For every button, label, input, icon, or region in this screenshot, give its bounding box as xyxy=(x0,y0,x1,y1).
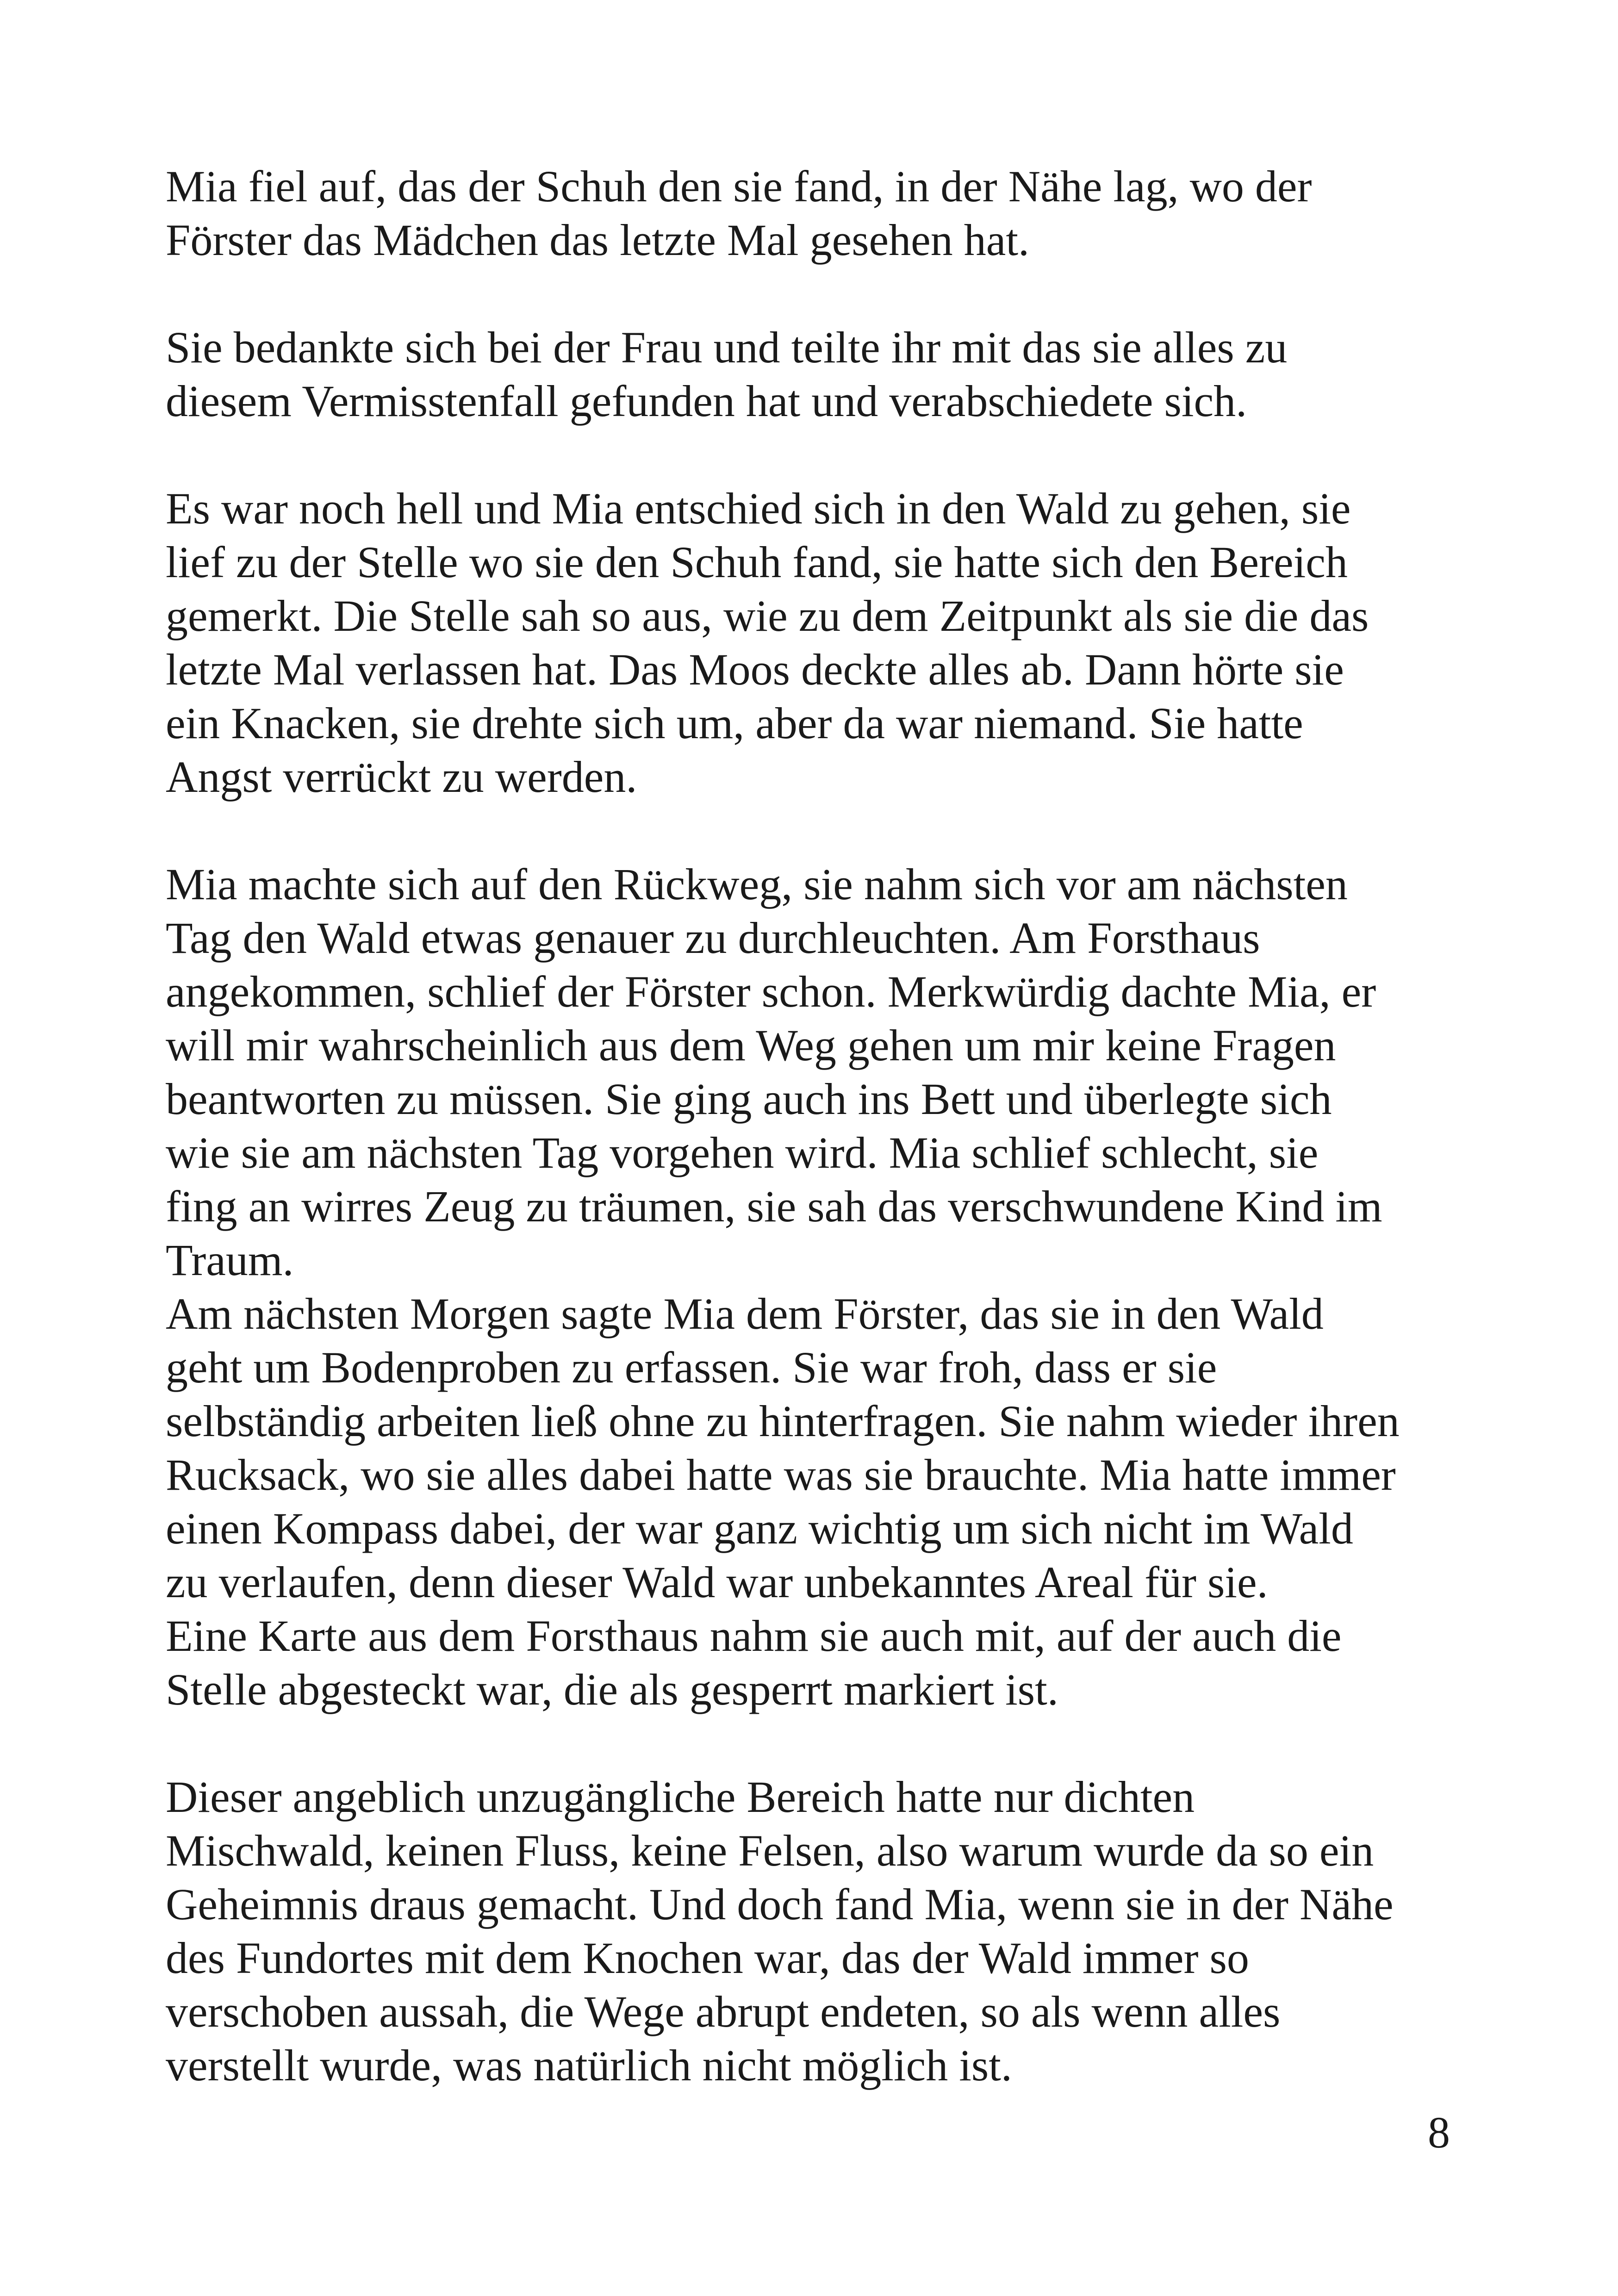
body-text xyxy=(166,160,1508,2092)
text-line: Mischwald, keinen Fluss, keine Felsen, also warum wurde da so ein xyxy=(166,1826,1374,1875)
text-line: ein Knacken, sie drehte sich um, aber da war niemand. Sie hatte xyxy=(166,698,1303,748)
paragraph-gap xyxy=(166,1717,1508,1770)
text-line: Traum. xyxy=(166,1235,294,1285)
text-line: Eine Karte aus dem Forsthaus nahm sie auch mit, auf der auch die xyxy=(166,1611,1342,1661)
text-line: zu verlaufen, denn dieser Wald war unbekanntes Areal für sie. xyxy=(166,1557,1268,1607)
text-line: angekommen, schlief der Förster schon. Merkwürdig dachte Mia, er xyxy=(166,967,1376,1016)
text-line: Mia machte sich auf den Rückweg, sie nahm sich vor am nächsten xyxy=(166,859,1348,909)
text-line: geht um Bodenproben zu erfassen. Sie war froh, dass er sie xyxy=(166,1343,1217,1392)
text-line: selbständig arbeiten ließ ohne zu hinterfragen. Sie nahm wieder ihren xyxy=(166,1396,1400,1446)
text-line: Tag den Wald etwas genauer zu durchleuchten. Am Forsthaus xyxy=(166,913,1260,963)
text-line: des Fundortes mit dem Knochen war, das der Wald immer so xyxy=(166,1933,1249,1983)
text-line: Mia fiel auf, das der Schuh den sie fand, in der Nähe lag, wo der xyxy=(166,162,1312,211)
page-number: 8 xyxy=(1428,2108,1450,2157)
text-line: verstellt wurde, was natürlich nicht möglich ist. xyxy=(166,2041,1012,2090)
text-line: beantworten zu müssen. Sie ging auch ins Bett und überlegte sich xyxy=(166,1074,1332,1124)
text-line: verschoben aussah, die Wege abrupt endeten, so als wenn alles xyxy=(166,1987,1281,2036)
paragraph-3 xyxy=(166,482,1508,804)
text-line: wie sie am nächsten Tag vorgehen wird. Mia schlief schlecht, sie xyxy=(166,1128,1319,1177)
text-line: fing an wirres Zeug zu träumen, sie sah das verschwundene Kind im xyxy=(166,1182,1382,1231)
text-line: gemerkt. Die Stelle sah so aus, wie zu dem Zeitpunkt als sie die das xyxy=(166,591,1369,641)
paragraph-2 xyxy=(166,321,1508,428)
paragraph-gap xyxy=(166,804,1508,858)
paragraph-gap xyxy=(166,428,1508,482)
text-line: Förster das Mädchen das letzte Mal gesehen hat. xyxy=(166,215,1030,265)
text-line: diesem Vermisstenfall gefunden hat und verabschiedete sich. xyxy=(166,376,1247,426)
text-line: will mir wahrscheinlich aus dem Weg gehen um mir keine Fragen xyxy=(166,1020,1336,1070)
text-line: Stelle abgesteckt war, die als gesperrt markiert ist. xyxy=(166,1665,1058,1714)
paragraph-1 xyxy=(166,160,1508,267)
text-line: Geheimnis draus gemacht. Und doch fand Mia, wenn sie in der Nähe xyxy=(166,1879,1394,1929)
text-line: letzte Mal verlassen hat. Das Moos deckte alles ab. Dann hörte sie xyxy=(166,645,1344,694)
text-line: Am nächsten Morgen sagte Mia dem Förster, das sie in den Wald xyxy=(166,1289,1324,1338)
paragraph-4 xyxy=(166,858,1508,1717)
text-line: lief zu der Stelle wo sie den Schuh fand, sie hatte sich den Bereich xyxy=(166,537,1348,587)
text-line: einen Kompass dabei, der war ganz wichtig um sich nicht im Wald xyxy=(166,1504,1353,1553)
text-line: Rucksack, wo sie alles dabei hatte was sie brauchte. Mia hatte immer xyxy=(166,1450,1396,1500)
paragraph-5 xyxy=(166,1770,1508,2092)
text-line: Es war noch hell und Mia entschied sich in den Wald zu gehen, sie xyxy=(166,484,1351,533)
text-line: Angst verrückt zu werden. xyxy=(166,752,637,802)
text-line: Dieser angeblich unzugängliche Bereich hatte nur dichten xyxy=(166,1772,1195,1822)
text-line: Sie bedankte sich bei der Frau und teilte ihr mit das sie alles zu xyxy=(166,323,1288,372)
paragraph-gap xyxy=(166,267,1508,321)
